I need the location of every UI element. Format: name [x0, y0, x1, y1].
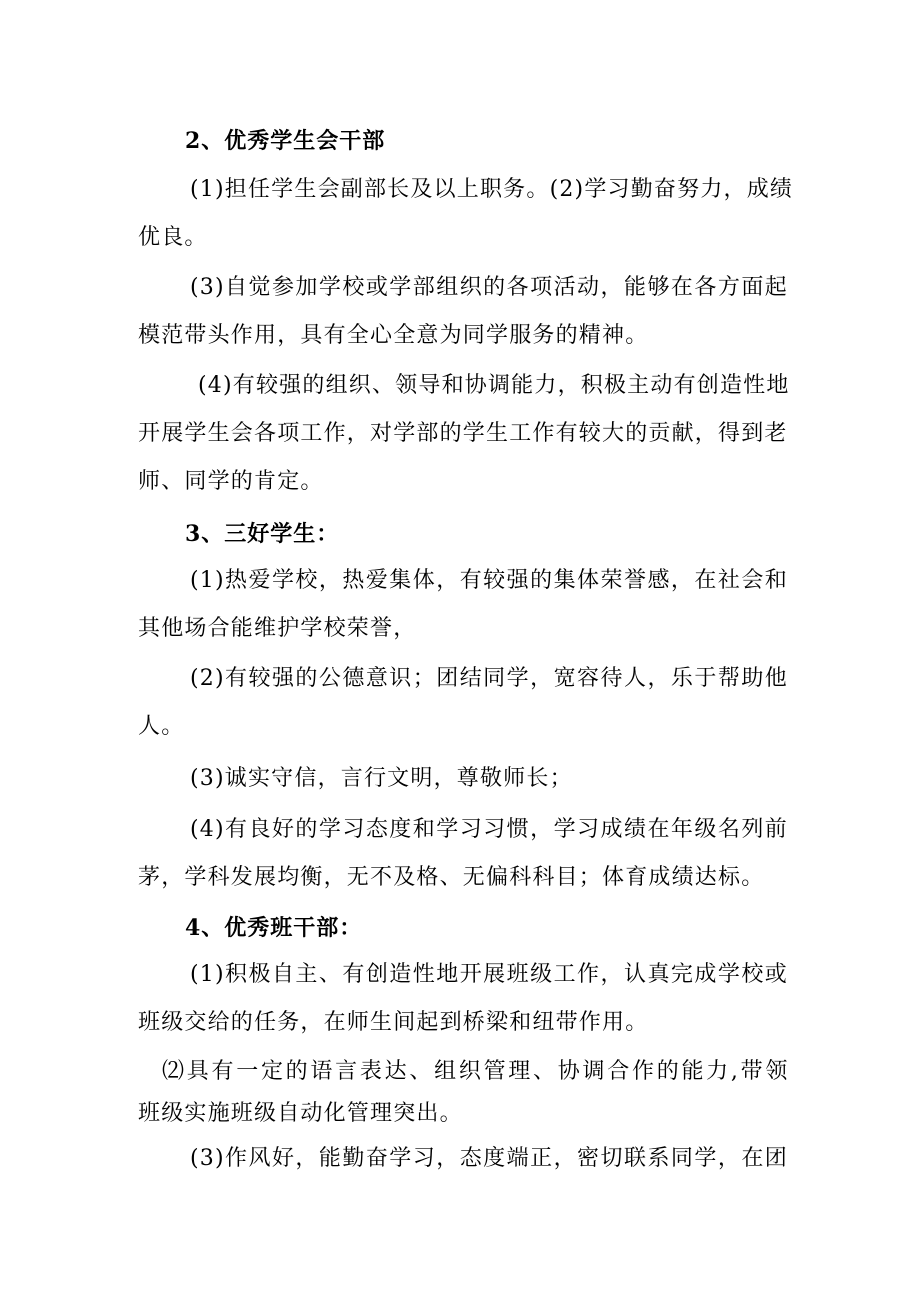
paragraph-line: (1)积极自主、有创造性地开展班级工作，认真完成学校或	[190, 962, 788, 987]
paragraph-line: (4)有良好的学习态度和学习习惯，学习成绩在年级名列前	[190, 817, 788, 842]
section-heading: 3、三好学生：	[185, 521, 340, 547]
paragraph-line: (2)有较强的公德意识；团结同学，宽容待人，乐于帮助他	[190, 666, 788, 691]
paragraph-line: (1)担任学生会副部长及以上职务。(2)学习勤奋努力，成绩	[190, 177, 794, 202]
paragraph-line: (1)热爱学校，热爱集体，有较强的集体荣誉感，在社会和	[190, 568, 788, 593]
paragraph-line: (3)作风好，能勤奋学习，态度端正，密切联系同学，在团	[190, 1146, 788, 1171]
paragraph	[138, 1135, 788, 1183]
paragraph	[138, 362, 788, 506]
paragraph	[138, 951, 788, 1047]
paragraph-line: 班级实施班级自动化管理突出。	[138, 1101, 463, 1126]
section-heading: 2、优秀学生会干部	[185, 128, 386, 154]
paragraph-line: 茅，学科发展均衡，无不及格、无偏科科目；体育成绩达标。	[138, 865, 765, 890]
paragraph-line: 师、同学的肯定。	[138, 469, 324, 494]
paragraph	[138, 557, 788, 653]
paragraph-line: (3)诚实守信，言行文明，尊敬师长；	[190, 766, 573, 791]
paragraph-line: 优良。	[138, 225, 208, 250]
paragraph-line: 班级交给的任务，在师生间起到桥梁和纽带作用。	[138, 1010, 649, 1035]
paragraph-line: (4)有较强的组织、领导和协调能力，积极主动有创造性地	[198, 373, 790, 398]
paragraph	[138, 806, 788, 902]
paragraph-line: 人。	[138, 714, 185, 739]
paragraph-line: ⑵具有一定的语言表达、组织管理、协调合作的能力,带领	[162, 1059, 788, 1084]
paragraph-line: 开展学生会各项工作，对学部的学生工作有较大的贡献，得到老	[138, 421, 788, 446]
paragraph-line: 模范带头作用，具有全心全意为同学服务的精神。	[138, 323, 649, 348]
paragraph	[138, 166, 794, 262]
paragraph	[138, 1051, 788, 1135]
paragraph-line: 其他场合能维护学校荣誉，	[138, 616, 417, 641]
paragraph	[138, 264, 788, 360]
paragraph	[138, 655, 788, 751]
section-heading: 4、优秀班干部：	[185, 915, 363, 941]
paragraph-line: (3)自觉参加学校或学部组织的各项活动，能够在各方面起	[190, 275, 788, 300]
